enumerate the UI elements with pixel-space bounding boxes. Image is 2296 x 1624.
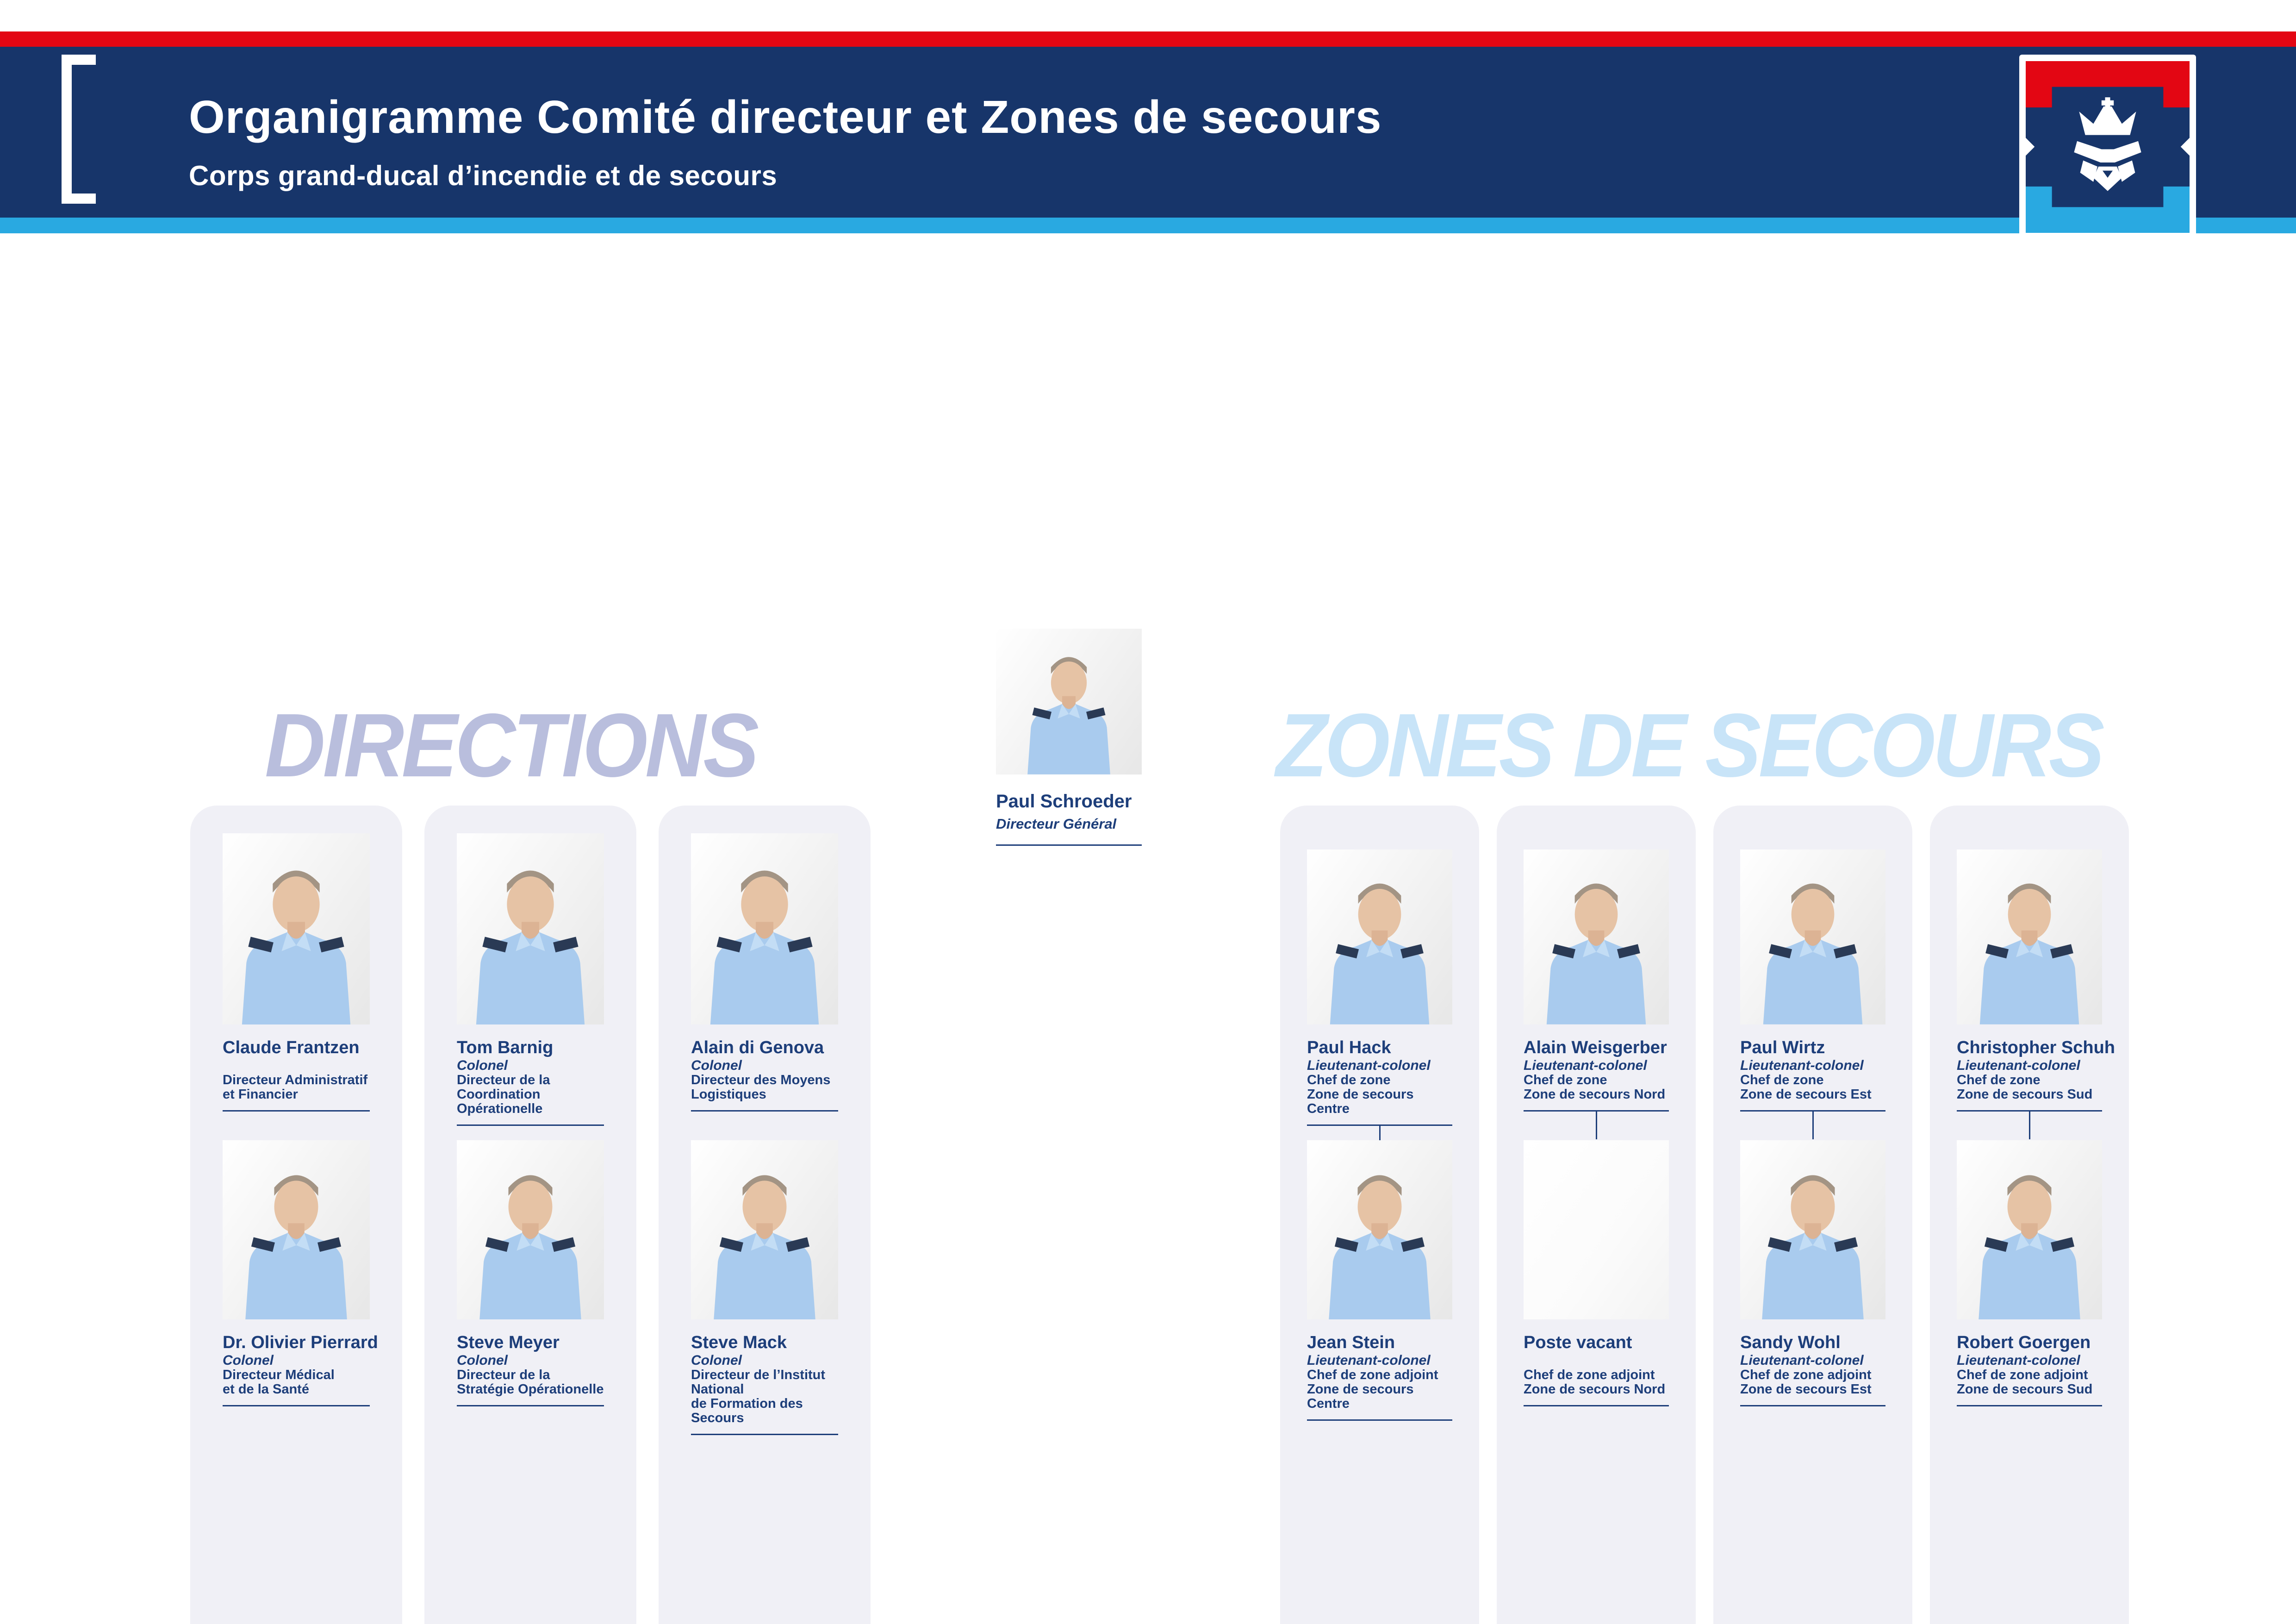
person-role: Chef de zone adjoint (1524, 1368, 1655, 1382)
header-red-bar (0, 31, 2296, 47)
person-silhouette-icon (457, 849, 604, 1024)
portrait-photo (1307, 1140, 1452, 1319)
person-role: et Financier (223, 1087, 298, 1102)
person-entry (691, 833, 838, 1112)
person-silhouette-icon (1307, 1155, 1452, 1319)
director-card (996, 629, 1142, 846)
person-rank: Colonel (457, 1353, 508, 1368)
portrait-photo (1957, 1140, 2102, 1319)
person-card-column (1497, 806, 1696, 1624)
person-role: Chef de zone (1957, 1073, 2041, 1087)
portrait-photo (457, 1140, 604, 1319)
person-role: Opérationelle (457, 1101, 543, 1116)
person-silhouette-icon (1307, 863, 1452, 1024)
divider-line (1307, 1419, 1452, 1421)
person-silhouette-icon (1740, 1155, 1885, 1319)
person-role: de Formation des Secours (691, 1396, 803, 1425)
divider-line (1957, 1110, 2102, 1112)
person-role: Chef de zone (1740, 1073, 1824, 1087)
person-entry (1307, 849, 1452, 1126)
section-heading-directions: DIRECTIONS (265, 695, 757, 796)
person-rank: Lieutenant-colonel (1957, 1353, 2080, 1368)
header-cyan-bar (0, 218, 2296, 233)
portrait-photo (1524, 849, 1669, 1024)
section-heading-zones: ZONES DE SECOURS (1276, 695, 2102, 796)
person-silhouette-icon (691, 1155, 838, 1319)
person-card-column (424, 806, 636, 1624)
person-card-column (1280, 806, 1479, 1624)
portrait-photo (996, 629, 1142, 775)
divider-line (691, 1434, 838, 1435)
person-entry (1740, 1140, 1885, 1406)
person-role: Zone de secours Est (1740, 1382, 1872, 1397)
person-entry (691, 1140, 838, 1435)
person-name: Alain Weisgerber (1524, 1038, 1667, 1057)
person-name: Claude Frantzen (223, 1038, 360, 1057)
person-entry (1957, 1140, 2102, 1406)
portrait-photo (1740, 849, 1885, 1024)
person-rank: Colonel (223, 1353, 274, 1368)
person-rank: Lieutenant-colonel (1740, 1353, 1864, 1368)
person-role: Zone de secours Nord (1524, 1087, 1666, 1102)
person-silhouette-icon (223, 1155, 370, 1319)
logo-left-notch (2026, 137, 2035, 156)
person-entry (457, 1140, 604, 1406)
person-entry (1740, 849, 1885, 1112)
portrait-photo (223, 1140, 370, 1319)
person-role: Chef de zone adjoint (1740, 1368, 1872, 1382)
connector-line (2029, 1112, 2030, 1139)
portrait-photo (1740, 1140, 1885, 1319)
divider-line (457, 1124, 604, 1126)
person-rank (1524, 1353, 1669, 1368)
page-subtitle: Corps grand-ducal d’incendie et de secours (189, 160, 778, 191)
person-role: Zone de secours Sud (1957, 1087, 2093, 1102)
person-entry (1524, 1140, 1669, 1406)
person-name: Paul Wirtz (1740, 1038, 1825, 1057)
person-entry (457, 833, 604, 1126)
person-silhouette-icon (691, 849, 838, 1024)
person-rank: Lieutenant-colonel (1524, 1058, 1647, 1073)
portrait-photo (1307, 849, 1452, 1024)
divider-line (457, 1405, 604, 1406)
person-name: Poste vacant (1524, 1333, 1632, 1352)
divider-line (1740, 1405, 1885, 1406)
divider-line (996, 844, 1142, 846)
person-role: Stratégie Opérationelle (457, 1382, 604, 1397)
person-name: Tom Barnig (457, 1038, 554, 1057)
person-silhouette-icon (996, 640, 1142, 775)
logo-right-notch (2181, 137, 2190, 156)
person-card-column (1930, 806, 2129, 1624)
person-role: Directeur de la (457, 1368, 550, 1382)
person-name: Paul Hack (1307, 1038, 1391, 1057)
person-entry (1307, 1140, 1452, 1421)
person-rank: Lieutenant-colonel (1307, 1058, 1431, 1073)
person-card-column (1713, 806, 1912, 1624)
cgdis-logo (2019, 55, 2196, 239)
divider-line (1740, 1110, 1885, 1112)
person-card-column (190, 806, 402, 1624)
portrait-photo (457, 833, 604, 1024)
person-rank: Lieutenant-colonel (1740, 1058, 1864, 1073)
person-role: Directeur Administratif (223, 1073, 368, 1087)
person-rank (223, 1058, 370, 1073)
divider-line (1524, 1405, 1669, 1406)
person-role: Chef de zone adjoint (1307, 1368, 1438, 1382)
person-rank: Colonel (457, 1058, 508, 1073)
portrait-photo (1957, 849, 2102, 1024)
person-silhouette-icon (1957, 863, 2102, 1024)
person-name: Dr. Olivier Pierrard (223, 1333, 378, 1352)
person-role: Chef de zone adjoint (1957, 1368, 2088, 1382)
person-name: Robert Goergen (1957, 1333, 2091, 1352)
person-entry (1524, 849, 1669, 1112)
divider-line (223, 1110, 370, 1112)
person-name: Sandy Wohl (1740, 1333, 1841, 1352)
person-role: et de la Santé (223, 1382, 309, 1397)
divider-line (1524, 1110, 1669, 1112)
divider-line (1957, 1405, 2102, 1406)
person-role: Directeur des Moyens (691, 1073, 831, 1087)
person-rank: Colonel (691, 1353, 742, 1368)
person-name: Alain di Genova (691, 1038, 824, 1057)
person-role: Zone de secours Sud (1957, 1382, 2093, 1397)
person-role: Logistiques (691, 1087, 766, 1102)
person-name: Steve Meyer (457, 1333, 560, 1352)
person-role: Chef de zone (1307, 1073, 1391, 1087)
person-rank: Lieutenant-colonel (1307, 1353, 1431, 1368)
person-silhouette-icon (1740, 863, 1885, 1024)
person-entry (1957, 849, 2116, 1112)
person-silhouette-icon (1957, 1155, 2102, 1319)
portrait-photo (691, 1140, 838, 1319)
person-role: Zone de secours Centre (1307, 1382, 1414, 1411)
directions-card-grid (190, 806, 871, 1624)
corner-bracket (62, 55, 96, 204)
person-role: Directeur Médical (223, 1368, 335, 1382)
person-role: Directeur de l’Institut National (691, 1368, 826, 1397)
portrait-photo (691, 833, 838, 1024)
portrait-photo (1524, 1140, 1669, 1319)
person-silhouette-icon (1524, 863, 1669, 1024)
person-role: Directeur de la Coordination (457, 1073, 550, 1102)
connector-line (1812, 1112, 1814, 1139)
person-role: Zone de secours Centre (1307, 1087, 1414, 1116)
person-role: Zone de secours Nord (1524, 1382, 1666, 1397)
portrait-photo (223, 833, 370, 1024)
divider-line (691, 1110, 838, 1112)
person-rank: Colonel (691, 1058, 742, 1073)
person-rank: Lieutenant-colonel (1957, 1058, 2080, 1073)
person-role: Zone de secours Est (1740, 1087, 1872, 1102)
person-entry (223, 833, 370, 1112)
person-silhouette-icon (223, 849, 370, 1024)
person-name: Paul Schroeder (996, 791, 1132, 812)
person-silhouette-icon (457, 1155, 604, 1319)
connector-line (1596, 1112, 1597, 1139)
person-entry (223, 1140, 378, 1406)
person-name: Jean Stein (1307, 1333, 1395, 1352)
zones-card-grid (1280, 806, 2129, 1624)
divider-line (223, 1405, 370, 1406)
page-title: Organigramme Comité directeur et Zones de secours (189, 91, 1382, 143)
person-name: Steve Mack (691, 1333, 787, 1352)
lion-icon (2057, 96, 2159, 198)
divider-line (1307, 1124, 1452, 1126)
person-rank: Directeur Général (996, 816, 1117, 832)
person-name: Christopher Schuh (1957, 1038, 2116, 1057)
cgdis-logo-field (2026, 61, 2190, 233)
person-card-column (659, 806, 871, 1624)
person-role: Chef de zone (1524, 1073, 1607, 1087)
